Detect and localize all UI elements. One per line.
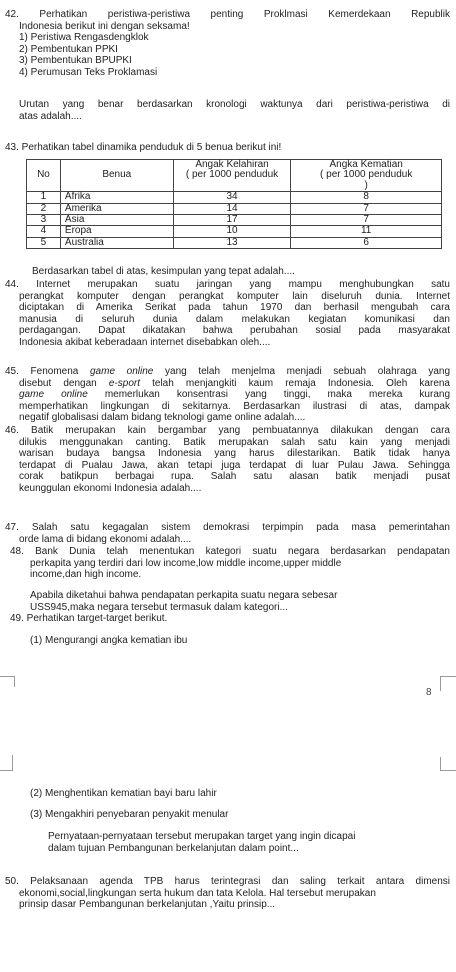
q44-line-4: manusia di seluruh dunia dalam melakukan kegiatan komunikasi dan <box>19 313 450 325</box>
cell-death: 7 <box>291 203 442 214</box>
q49-line: 49. Perhatikan target-target berikut. <box>10 613 168 624</box>
table-row <box>27 192 442 203</box>
header-birth-rate <box>173 160 291 192</box>
header-benua: Benua <box>60 160 173 192</box>
q49-items-rest <box>10 788 450 820</box>
question-50 <box>5 876 450 911</box>
q43-conclusion-wrap <box>32 266 432 278</box>
q45-line-2 <box>5 378 450 390</box>
cell-benua: Eropa <box>60 226 173 237</box>
cell-birth: 13 <box>173 237 291 248</box>
q42-item-1: 1) Peristiwa Rengasdengklok <box>19 32 149 44</box>
q48-line-2: perkapita yang terdiri dari low income,low middle income,upper middle <box>30 557 342 569</box>
table-row <box>27 203 442 214</box>
q44-line-1: 44. Internet merupakan suatu jaringan yang mampu menghubungkan satu <box>5 279 450 290</box>
table-header-row <box>27 160 442 192</box>
cell-birth: 34 <box>173 192 291 203</box>
question-47 <box>5 522 450 545</box>
cell-benua: Asia <box>60 215 173 226</box>
cell-benua: Afrika <box>60 192 173 203</box>
cell-birth: 17 <box>173 215 291 226</box>
q49-item-2: (2) Menghentikan kematian bayi baru lahir <box>30 788 217 799</box>
question-42-prompt <box>5 99 450 122</box>
corner-mark-top-right <box>440 676 456 691</box>
question-42 <box>5 9 450 79</box>
q44-line-6: Indonesia akibat keberadaan internet disebabkan oleh.... <box>19 336 271 348</box>
q42-item-2: 2) Pembentukan PPKI <box>19 43 118 55</box>
q45-text: telah menjangkiti kaum remaja Indonesia. Oleh karena <box>140 377 450 389</box>
q47-line-2: orde lama di bidang ekonomi adalah.... <box>19 533 192 545</box>
q46-line-2: dilukis menggunakan canting. Batik merupakan salah satu kain yang menjadi <box>19 436 450 448</box>
q48-question-line-2: USS945,maka negara tersebut termasuk dalam kategori... <box>30 601 288 613</box>
q45-line-4: memperhatikan lingkungan di sekitarnya. Berdasarkan ilustrasi di atas, dampak <box>19 400 450 412</box>
q45-text: 45. Fenomena <box>5 366 90 377</box>
q43-conclusion: Berdasarkan tabel di atas, kesimpulan yang tepat adalah.... <box>32 266 295 277</box>
cell-death: 11 <box>291 226 442 237</box>
q45-line-5: negatif globalisasi dalam bidang teknologi game online adalah.... <box>19 412 306 424</box>
header-death-line-3: ) <box>364 179 368 191</box>
stray-mark: 8 <box>426 687 432 698</box>
cell-birth: 14 <box>173 203 291 214</box>
q49-item-1: (1) Mengurangi angka kematian ibu <box>30 635 188 646</box>
q45-line-1 <box>5 366 450 378</box>
q44-line-2: perangkat komputer dengan perangkat komputer lain diseluruh dunia. Internet <box>19 290 450 302</box>
header-birth-line-2: ( per 1000 penduduk <box>185 169 279 181</box>
cell-no: 2 <box>27 203 61 214</box>
q42-item-4: 4) Perumusan Teks Proklamasi <box>19 66 158 78</box>
q46-line-1: 46. Batik merupakan kain bergambar yang pembuatannya dilakukan dengan cara <box>5 425 450 436</box>
q49-item-1-wrap <box>10 635 450 647</box>
q45-italic-term: game online <box>19 389 88 401</box>
question-46 <box>5 425 450 495</box>
question-44 <box>5 279 450 349</box>
header-death-line-1: Angka Kematian <box>329 159 403 170</box>
q45-italic-term: game online <box>90 366 154 377</box>
q48-question-line-1: Apabila diketahui bahwa pendapatan perkapita suatu negara sebesar <box>30 590 338 601</box>
q50-line-2: ekonomi,social,lingkungan serta hukum dan tata Kelola. Hal tersebut merupakan <box>19 887 376 899</box>
question-43 <box>5 142 450 154</box>
cell-no: 1 <box>27 192 61 203</box>
cell-no: 3 <box>27 215 61 226</box>
cell-birth: 10 <box>173 226 291 237</box>
q42-question-line-1: Urutan yang benar berdasarkan kronologi waktunya dari peristiwa-peristiwa di <box>19 99 450 110</box>
q49-statement-line-1: Pernyataan-pernyataan tersebut merupakan target yang ingin dicapai <box>48 831 356 842</box>
q43-line: 43. Perhatikan tabel dinamika penduduk di 5 benua berikut ini! <box>5 142 282 153</box>
corner-mark-bottom-right <box>440 757 456 771</box>
header-death-rate <box>291 160 442 192</box>
cell-no: 4 <box>27 226 61 237</box>
q45-text: yang telah menjelma menjadi sebuah olahraga yang <box>153 366 451 377</box>
q46-line-6: keunggulan ekonomi Indonesia adalah.... <box>19 482 202 494</box>
q45-line-3 <box>5 389 450 401</box>
q45-text: disebut dengan <box>19 377 109 389</box>
q42-question-line-2: atas adalah.... <box>19 110 82 122</box>
corner-mark-bottom-left <box>0 755 13 771</box>
q49-item-3: (3) Mengakhiri penyebaran penyakit menular <box>30 808 229 820</box>
q49-statement-line-2: dalam tujuan Pembangunan berkelanjutan dalam point... <box>48 842 299 854</box>
corner-mark-top-left <box>0 676 15 687</box>
cell-death: 8 <box>291 192 442 203</box>
cell-benua: Australia <box>60 237 173 248</box>
q44-line-3: diciptakan di Amerika Serikat pada tahun 1970 dan berhasil mengubah cara <box>19 302 450 314</box>
cell-death: 7 <box>291 215 442 226</box>
cell-benua: Amerika <box>60 203 173 214</box>
cell-no: 5 <box>27 237 61 248</box>
q45-italic-term: e-sport <box>108 377 140 389</box>
q50-line-3: prinsip dasar Pembangunan berkelanjutan ,Yaitu prinsip... <box>19 899 276 911</box>
q42-line-2: Indonesia berikut ini dengan seksama! <box>19 20 190 32</box>
q50-line-1: 50. Pelaksanaan agenda TPB harus terintegrasi dan saling terkait antara dimensi <box>5 876 450 887</box>
q46-line-4: terdapat di Pualau Jawa, akan tetapi juga terdapat di luar Pulau Jawa. Sehingga <box>19 459 450 471</box>
q48-line-3: income,dan high income. <box>30 569 142 581</box>
question-48 <box>10 546 450 581</box>
question-48-prompt <box>10 590 450 613</box>
q44-line-5: perdagangan. Dapat dikatakan bahwa perubahan sosial pada masyarakat <box>19 325 450 337</box>
q46-line-5: corak batikpun berbagai rupa. Salah satu alasan batik menjadi pusat <box>19 471 450 483</box>
q42-item-3: 3) Pembentukan BPUPKI <box>19 55 132 67</box>
question-49 <box>10 613 450 625</box>
q49-statement <box>10 831 450 854</box>
q45-text: memerlukan konsentrasi yang tinggi, maka mereka kurang <box>87 389 451 401</box>
table-row <box>27 215 442 226</box>
header-birth-line-1: Angak Kelahiran <box>195 159 269 170</box>
cell-death: 6 <box>291 237 442 248</box>
table-row <box>27 226 442 237</box>
q48-line-1: 48. Bank Dunia telah menentukan kategori suatu negara berdasarkan pendapatan <box>10 546 450 557</box>
header-no: No <box>27 160 61 192</box>
population-table <box>26 159 442 249</box>
question-45 <box>5 366 450 424</box>
q42-line-1: 42. Perhatikan peristiwa-peristiwa penting Proklmasi Kemerdekaan Republik <box>5 9 450 20</box>
table-row <box>27 237 442 248</box>
header-death-line-2: ( per 1000 penduduk <box>320 169 413 181</box>
q46-line-3: warisan budaya bangsa Indonesia yang harus dilestarikan. Batik tidak hanya <box>19 448 450 460</box>
q47-line-1: 47. Salah satu kegagalan sistem demokrasi terpimpin pada masa pemerintahan <box>5 522 450 533</box>
